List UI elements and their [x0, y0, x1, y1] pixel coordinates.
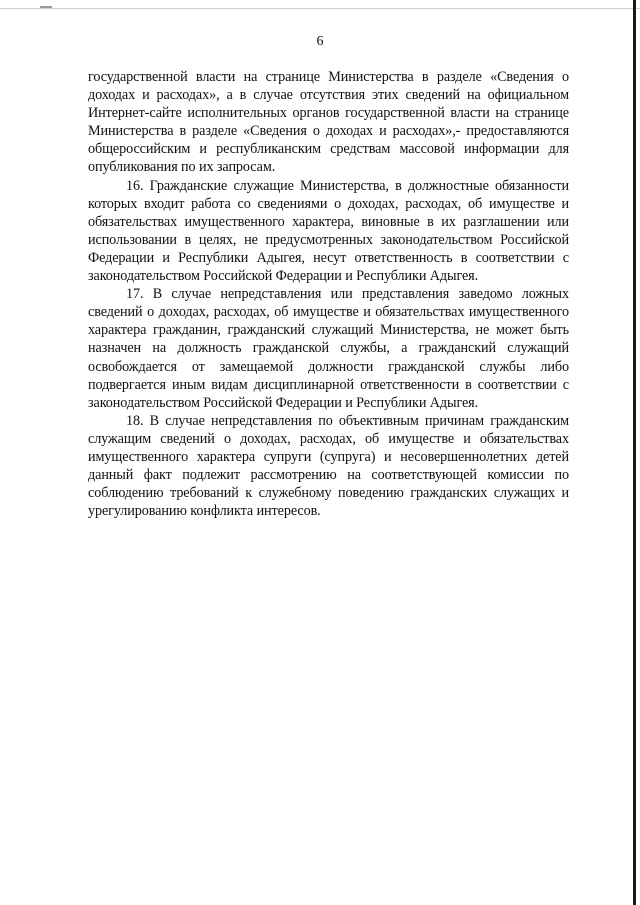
paragraph-17: 17. В случае непредставления или представления заведомо ложных сведений о доходах, расходах, об имуществе и обязательствах имущественного характера гражданин, гражданский служащий Министерства, не может быть назначен на должность гражданской службы, а гражданский служащий освобождается от замещаемой должности гражданской службы либо подвергается иным видам дисциплинарной ответственности в соответствии с законодательством Российской Федерации и Республики Адыгея.	[88, 286, 569, 411]
document-body	[88, 68, 569, 520]
paragraph-18: 18. В случае непредставления по объективным причинам гражданским служащим сведений о доходах, расходах, об имуществе и обязательствах имущественного характера супруги (супруга) и несовершеннолетних детей данный факт подлежит рассмотрению на соответствующей комиссии по соблюдению требований к служебному поведению гражданских служащих и урегулированию конфликта интересов.	[88, 412, 569, 520]
scan-edge-right	[633, 0, 636, 905]
page-number: 6	[316, 34, 324, 49]
scan-edge-top	[0, 8, 640, 9]
paragraph-16: 16. Гражданские служащие Министерства, в должностные обязанности которых входит работа со сведениями о доходах, расходах, об имуществе и обязательствах имущественного характера, виновные в их разглашении или использовании в целях, не предусмотренных законодательством Российской Федерации и Республики Адыгея, несут ответственность в соответствии с законодательством Российской Федерации и Республики Адыгея.	[88, 177, 569, 285]
paragraph-continuation: государственной власти на странице Министерства в разделе «Сведения о доходах и расходах», а в случае отсутствия этих сведений на официальном Интернет-сайте исполнительных органов государственной власти на странице Министерства в разделе «Сведения о доходах и расходах»,- предоставляются общероссийским и республиканским средствам массовой информации для опубликования по их запросам.	[88, 69, 569, 176]
scan-corner-mark	[40, 6, 52, 8]
